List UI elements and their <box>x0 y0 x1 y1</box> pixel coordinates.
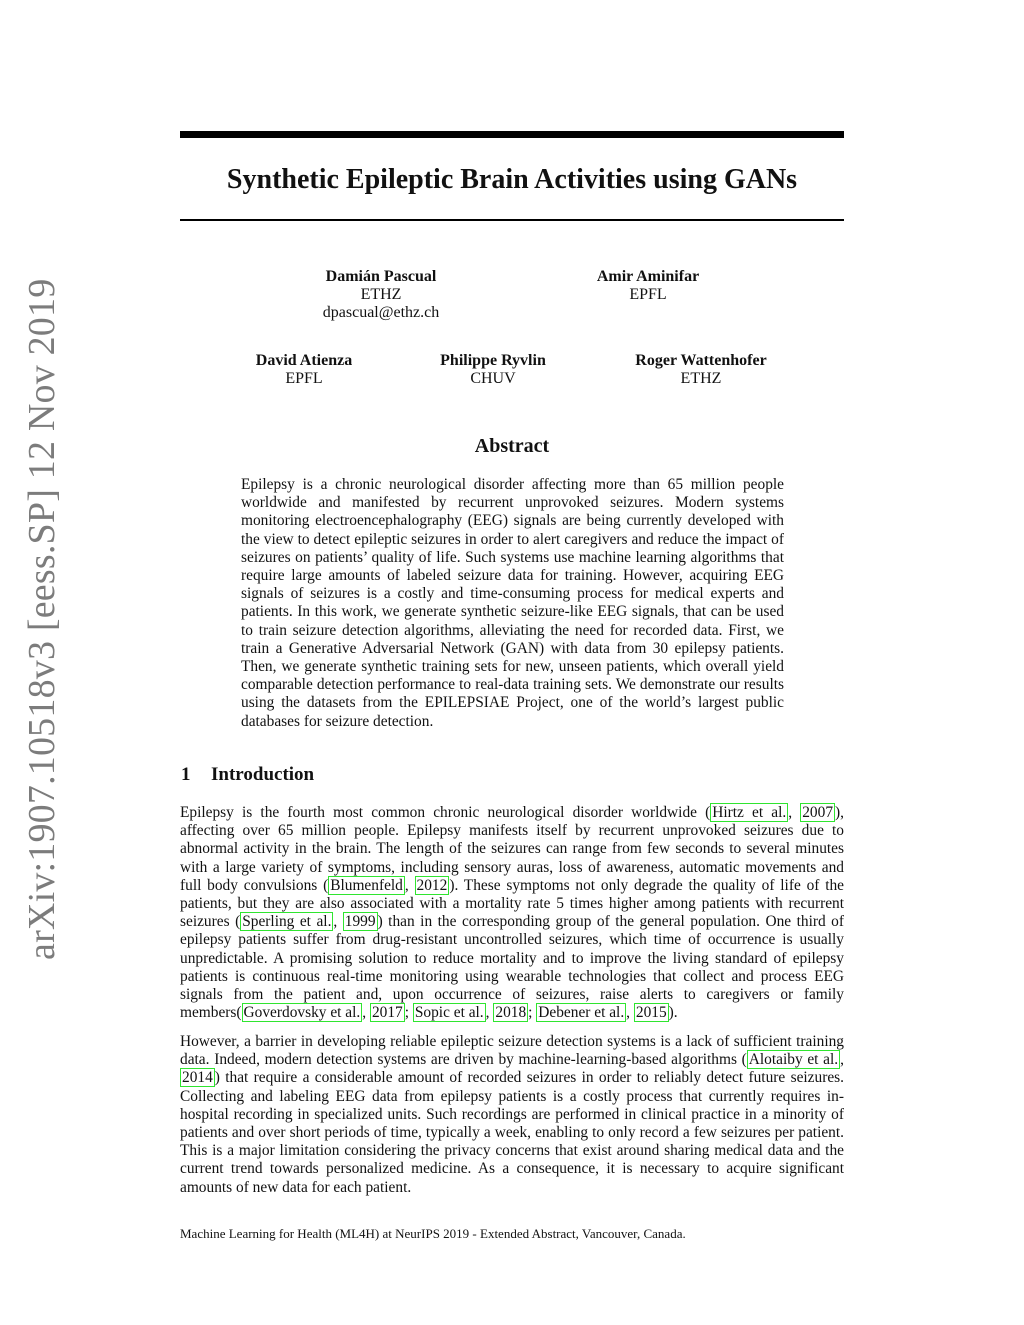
citation-link[interactable]: Sopic et al. <box>414 1004 484 1022</box>
citation-year-link[interactable]: 2007 <box>802 804 834 821</box>
author-block <box>635 352 766 388</box>
author-name: David Atienza <box>255 352 353 369</box>
citation-link[interactable]: Hirtz et al. <box>712 804 787 821</box>
venue-footnote: Machine Learning for Health (ML4H) at NeurIPS 2019 - Extended Abstract, Vancouver, Canada. <box>180 1226 686 1241</box>
author-name: Amir Aminifar <box>596 268 700 285</box>
author-name: Roger Wattenhofer <box>635 352 767 369</box>
author-affiliation: CHUV <box>470 370 516 387</box>
author-name: Damián Pascual <box>325 268 437 285</box>
section-heading <box>181 764 314 786</box>
citation-link[interactable]: Sperling et al. <box>242 913 332 931</box>
author-affiliation: ETHZ <box>360 286 402 303</box>
citation-link[interactable]: Alotaiby et al. <box>748 1051 839 1069</box>
citation-year-link[interactable]: 2014 <box>182 1069 213 1087</box>
author-block <box>597 268 699 304</box>
abstract-text: Epilepsy is a chronic neurological disorder affecting more than 65 million people worldwide and manifested by recurrent unprovoked seizures. Modern systems monitoring electroencephalography (EEG) signals are being currently developed with the view to detect epileptic seizures in order to alert caregivers and reduce the impact of seizures on patients’ quality of life. Such systems use machine learning algorithms that require large amounts of labeled seizure data for training. However, acquiring EEG signals of seizures is a costly and time-consuming process for medical experts and patients. In this work, we generate synthetic seizure-like EEG signals, that can be used to train seizure detection algorithms, alleviating the need for recorded data. First, we train a Generative Adversarial Network (GAN) with data from 30 epilepsy patients. Then, we generate synthetic training sets for new, unseen patients, which overall yield comparable detection performance to real-data training sets. We demonstrate our results using the datasets from the EPILEPSIAE Project, one of the world’s largest public databases for seizure detection. <box>241 476 784 730</box>
author-name: Philippe Ryvlin <box>440 352 546 369</box>
author-block <box>323 268 439 322</box>
section-title: Introduction <box>211 764 315 785</box>
citation-link[interactable]: Blumenfeld <box>330 876 403 894</box>
citation-year-link[interactable]: 1999 <box>344 913 376 931</box>
citation-link[interactable]: Debener et al. <box>538 1004 625 1022</box>
intro-paragraph-1: Epilepsy is the fourth most common chronic neurological disorder worldwide ( Hirtz et al. , 2007 ), affecting over 65 million people. Epilepsy manifests itself by recurrent unprovoked seizures due to abnormal activity in the brain. The length of the seizures can range from few seconds to several minutes with a large variety of symptoms, including sensory auras, loss of awareness, automatic movements and full body convulsions ( Blumenfeld , 2012 ). These symptoms not only degrade the quality of life of the patients, but they are also associated with a mortality rate 5 times higher among patients with recurrent seizures ( Sperling et al. , 1999 ) than in the corresponding group of the general population. One third of epilepsy patients suffer from drug-resistant uncontrolled seizures, which time of occurrence is usually unpredictable. A promising solution to reduce mortality and to improve the living standard of epilepsy patients is continuous real-time monitoring using wearable technologies that collect and process EEG signals from the patient and, upon occurrence of seizures, raise alerts to caregivers or family members( Goverdovsky et al. , 2017 ; Sopic et al. , 2018 ; Debener et al. , 2015 ). <box>180 804 845 1022</box>
intro-paragraph-2: However, a barrier in developing reliable epileptic seizure detection systems is a lack of sufficient training data. Indeed, modern detection systems are driven by machine-learning-based algorithms ( Alotaiby et al. , 2014 ) that require a considerable amount of recorded seizures in order to reliably detect future seizures. Collecting and labeling EEG data from epilepsy patients is a costly process that currently requires in-hospital recording in specialized units. Such recordings are performed in clinical practice in a minority of patients and over short periods of time, typically a week, enabling to only record a few seizures per patient. This is a major limitation considering the privacy concerns that exist around sharing medical data and the current trend towards personalized medicine. As a consequence, it is necessary to acquire significant amounts of new data for each patient. <box>180 1033 844 1196</box>
citation-year-link[interactable]: 2018 <box>495 1004 527 1022</box>
citation-link[interactable]: Goverdovsky et al. <box>243 1004 361 1022</box>
author-block <box>440 352 546 388</box>
title-bottom-rule <box>180 219 844 221</box>
paper-title: Synthetic Epileptic Brain Activities using GANs <box>226 164 798 195</box>
author-block <box>256 352 352 388</box>
section-number: 1 <box>181 764 191 785</box>
author-affiliation: EPFL <box>629 286 667 303</box>
citation-year-link[interactable]: 2015 <box>635 1004 667 1022</box>
citation-year-link[interactable]: 2017 <box>371 1004 403 1022</box>
title-top-rule <box>180 131 844 138</box>
author-affiliation: ETHZ <box>680 370 722 387</box>
author-email[interactable]: dpascual@ethz.ch <box>322 304 440 321</box>
abstract-heading: Abstract <box>474 435 550 457</box>
arxiv-identifier: arXiv:1907.10518v3 [eess.SP] 12 Nov 2019 <box>21 278 63 960</box>
citation-year-link[interactable]: 2012 <box>416 876 448 894</box>
author-affiliation: EPFL <box>285 370 323 387</box>
